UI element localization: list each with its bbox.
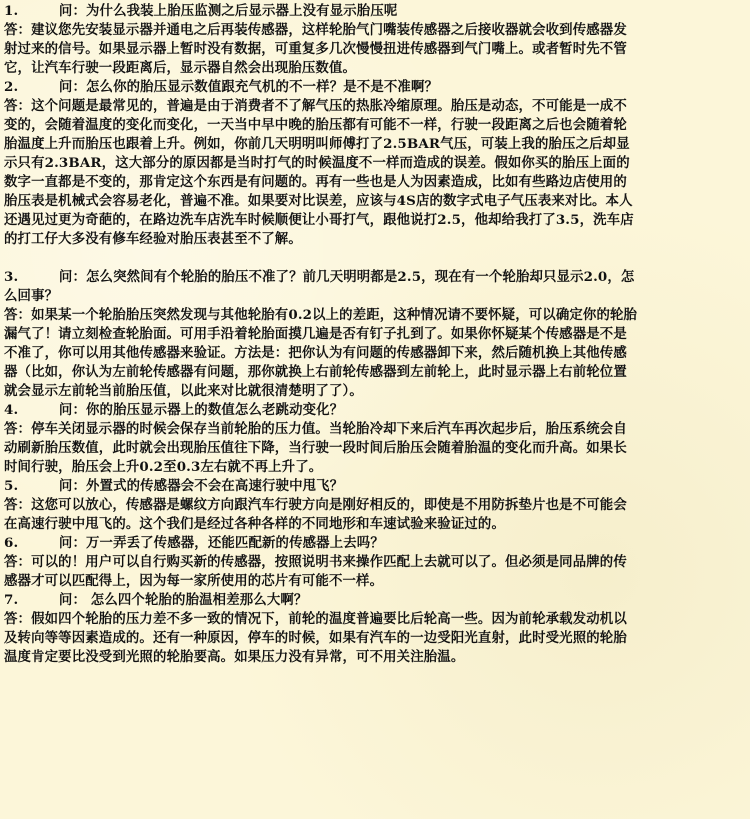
answer-4-line-2: 动刷新胎压数值，此时就会出现胎压值往下降，当行驶一段时间后胎压会随着胎温的变化而升高。如果长 bbox=[4, 440, 627, 456]
answer-3-line-1: 答：如果某一个轮胎胎压突然发现与其他轮胎有0.2以上的差距，这种情况请不要怀疑，可以确定你的轮胎 bbox=[4, 307, 638, 323]
answer-3-line-5: 就会显示左前轮当前胎压值，以此来对比就很清楚明了了）。 bbox=[4, 383, 363, 399]
question-2: 2. 问：怎么你的胎压显示数值跟充气机的不一样？是不是不准啊？ bbox=[4, 79, 439, 95]
answer-7-line-1: 答：假如四个轮胎的压力差不多一致的情况下，前轮的温度普遍要比后轮高一些。因为前轮承载发动机以 bbox=[4, 611, 627, 627]
answer-2-line-5: 数字一直都是不变的，那肯定这个东西是有问题的。再有一些也是人为因素造成，比如有些路边店使用的 bbox=[4, 174, 627, 190]
blank-line bbox=[4, 249, 745, 268]
answer-2-line-4: 示只有2.3BAR，这大部分的原因都是当时打气的时候温度不一样而造成的误差。假如你买的胎压上面的 bbox=[4, 155, 630, 171]
answer-5-line-2: 在高速行驶中甩飞的。这个我们是经过各种各样的不同地形和车速试验来验证过的。 bbox=[4, 516, 506, 532]
answer-2-line-6: 胎压表是机械式会容易老化，普遍不准。如果要对比误差，应该与4S店的数字式电子气压表来对比。本人 bbox=[4, 193, 633, 209]
answer-3-line-4: 器（比如，你认为左前轮传感器有问题，那你就换上右前轮传感器到左前轮上，此时显示器上右前轮位置 bbox=[4, 364, 627, 380]
answer-1-line-2: 射过来的信号。如果显示器上暂时没有数据，可重复多几次慢慢扭进传感器到气门嘴上。或者暂时先不管 bbox=[4, 41, 627, 57]
answer-4-line-1: 答：停车关闭显示器的时候会保存当前轮胎的压力值。当轮胎冷却下来后汽车再次起步后，胎压系统会自 bbox=[4, 421, 627, 437]
answer-4-line-3: 时间行驶，胎压会上升0.2至0.3左右就不再上升了。 bbox=[4, 459, 323, 475]
answer-2-line-3: 胎温度上升而胎压也跟着上升。例如，你前几天明明叫师傅打了2.5BAR气压，可装上我的胎压之后却显 bbox=[4, 136, 630, 152]
answer-2-line-8: 的打工仔大多没有修车经验对胎压表甚至不了解。 bbox=[4, 231, 302, 247]
question-4: 4. 问：你的胎压显示器上的数值怎么老跳动变化？ bbox=[4, 402, 344, 418]
question-6: 6. 问：万一弄丢了传感器，还能匹配新的传感器上去吗？ bbox=[4, 535, 384, 551]
question-3-line-1: 3. 问：怎么突然间有个轮胎的胎压不准了？前几天明明都是2.5，现在有一个轮胎却只显示2.0，怎 bbox=[4, 269, 635, 285]
answer-3-line-3: 不准了，你可以用其他传感器来验证。方法是：把你认为有问题的传感器卸下来，然后随机换上其他传感 bbox=[4, 345, 627, 361]
answer-7-line-3: 温度肯定要比没受到光照的轮胎要高。如果压力没有异常，可不用关注胎温。 bbox=[4, 649, 465, 665]
answer-3-line-2: 漏气了！请立刻检查轮胎面。可用手沿着轮胎面摸几遍是否有钉子扎到了。如果你怀疑某个传感器是不是 bbox=[4, 326, 627, 342]
question-3-line-2: 么回事？ bbox=[4, 288, 59, 304]
question-5: 5. 问：外置式的传感器会不会在高速行驶中甩飞？ bbox=[4, 478, 344, 494]
answer-6-line-2: 感器才可以匹配得上，因为每一家所使用的芯片有可能不一样。 bbox=[4, 573, 384, 589]
answer-2-line-2: 变的，会随着温度的变化而变化，一天当中早中晚的胎压都有可能不一样，行驶一段距离之后也会随着轮 bbox=[4, 117, 627, 133]
answer-7-line-2: 及转向等等因素造成的。还有一种原因，停车的时候，如果有汽车的一边受阳光直射，此时受光照的轮胎 bbox=[4, 630, 627, 646]
question-7: 7. 问： 怎么四个轮胎的胎温相差那么大啊？ bbox=[4, 592, 308, 608]
question-1: 1. 问：为什么我装上胎压监测之后显示器上没有显示胎压呢 bbox=[4, 3, 398, 19]
answer-6-line-1: 答：可以的！用户可以自行购买新的传感器，按照说明书来操作匹配上去就可以了。但必须是同品牌的传 bbox=[4, 554, 627, 570]
answer-5-line-1: 答：这您可以放心，传感器是螺纹方向跟汽车行驶方向是刚好相反的，即使是不用防拆垫片也是不可能会 bbox=[4, 497, 627, 513]
answer-1-line-1: 答：建议您先安装显示器并通电之后再装传感器，这样轮胎气门嘴装传感器之后接收器就会收到传感器发 bbox=[4, 22, 627, 38]
answer-2-line-1: 答：这个问题是最常见的，普遍是由于消费者不了解气压的热胀冷缩原理。胎压是动态，不可能是一成不 bbox=[4, 98, 627, 114]
answer-1-line-3: 它，让汽车行驶一段距离后，显示器自然会出现胎压数值。 bbox=[4, 60, 357, 76]
answer-2-line-7: 还遇见过更为奇葩的，在路边洗车店洗车时候顺便让小哥打气，跟他说打2.5，他却给我打了3.5，洗车店 bbox=[4, 212, 634, 228]
